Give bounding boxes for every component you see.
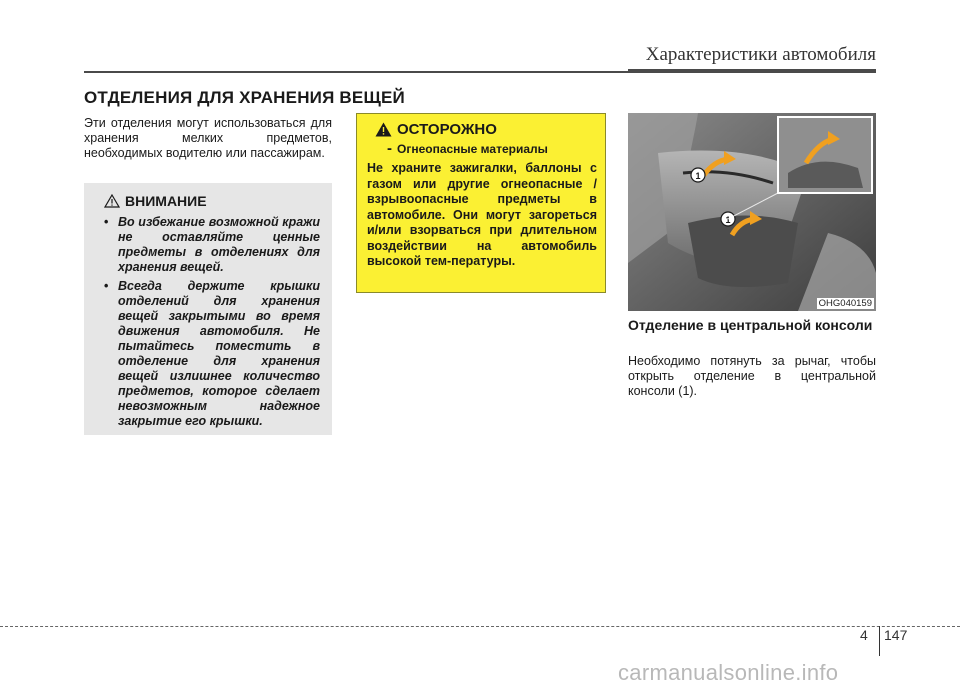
console-illustration: [628, 113, 876, 311]
caution-notice: [356, 113, 606, 293]
caution-text: Не храните зажигалки, баллоны с газом или другие огнеопасные / взрывоопасные предметы в автомобиле. Они могут загореться и/или взорваться при длительном воздействии на автомобиль высокой тем-пературы.: [367, 161, 597, 268]
attention-list: [104, 215, 320, 429]
attention-notice: [84, 183, 332, 435]
footer-divider: [879, 626, 880, 656]
callout-label: 1: [725, 215, 731, 225]
page-number: 147: [884, 627, 908, 643]
callout-label: 1: [695, 171, 701, 181]
attention-title: ВНИМАНИЕ: [125, 193, 207, 209]
attention-header: [104, 193, 320, 209]
caution-title: ОСТОРОЖНО: [397, 121, 497, 138]
console-paragraph: Необходимо потянуть за рычаг, чтобы открыть отделение в центральной консоли (1).: [628, 354, 876, 398]
watermark: carmanualsonline.info: [618, 660, 839, 685]
console-photo: [628, 113, 876, 311]
warning-triangle-icon: [375, 122, 392, 137]
footer-rule: [0, 626, 960, 627]
running-header-title: Характеристики автомобиля: [645, 44, 876, 65]
intro-paragraph: Эти отделения могут использоваться для хранения мелких предметов, необходимых водителю или пассажирам.: [84, 116, 332, 160]
photo-code: OHG040159: [818, 298, 872, 309]
attention-item: • Во избежание возможной кражи не оставляйте ценные предметы в отделениях для хранения вещей.: [104, 215, 320, 275]
chapter-number: 4: [860, 627, 868, 643]
caution-subtitle: Огнеопасные материалы: [397, 142, 548, 156]
console-heading: Отделение в центральной консоли: [628, 317, 873, 333]
caution-header: [367, 121, 597, 138]
caution-subtitle-row: - Огнеопасные материалы: [387, 140, 548, 157]
attention-item: • Всегда держите крышки отделений для хранения вещей закрытыми во время движения автомобиля. Не пытайтесь поместить в отделение для хранения вещей излишнее количество предметов, которое сделает невозможным надежное закрытие его крышки.: [104, 279, 320, 429]
header-rule-accent: [628, 69, 876, 73]
section-title: ОТДЕЛЕНИЯ ДЛЯ ХРАНЕНИЯ ВЕЩЕЙ: [84, 88, 405, 107]
warning-triangle-icon: [104, 194, 120, 208]
